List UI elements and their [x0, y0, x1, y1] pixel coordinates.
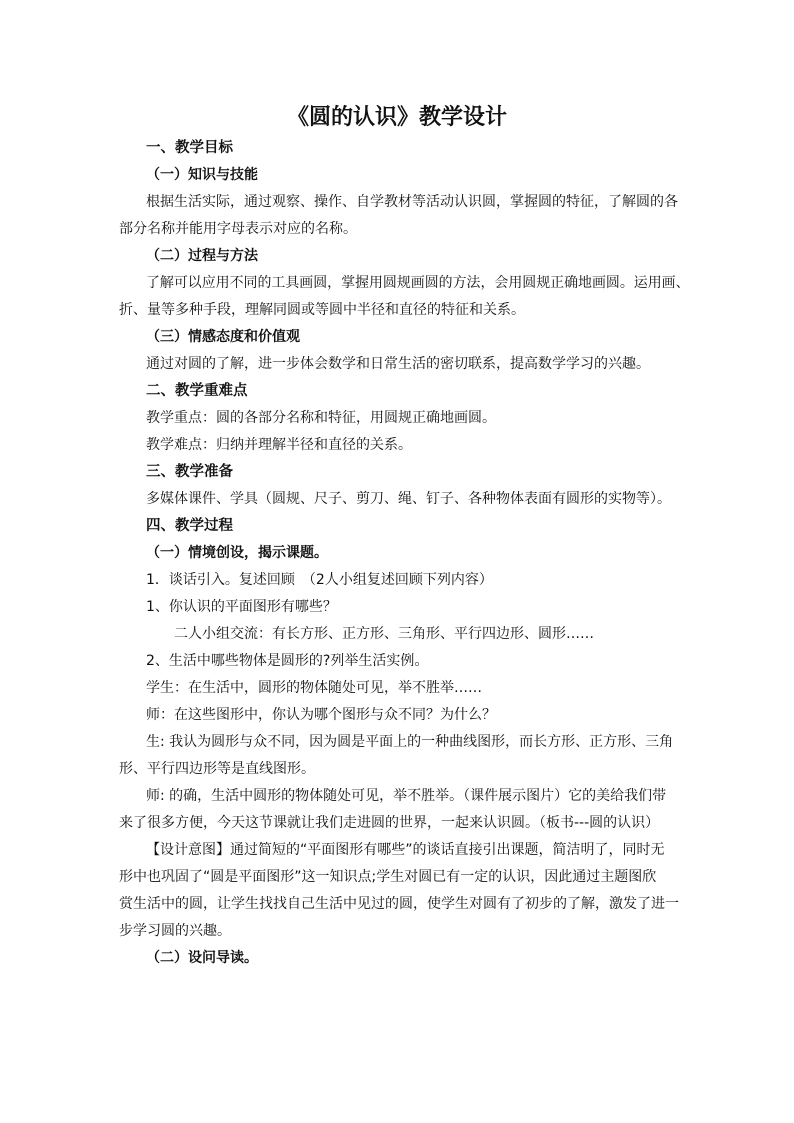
paragraph-line: 来了很多方便，今天这节课就让我们走进圆的世界，一起来认识圆。（板书---圆的认识）: [119, 815, 660, 831]
paragraph-line: 根据生活实际，通过观察、操作、自学教材等活动认识圆，掌握圆的特征，了解圆的各: [146, 194, 678, 210]
paragraph-line: 2、生活中哪些物体是圆形的?列举生活实例。: [146, 653, 429, 669]
section-heading-preparation: 三、教学准备: [146, 464, 233, 480]
paragraph-line: 1、你认识的平面图形有哪些？: [146, 599, 337, 615]
paragraph-line: 通过对圆的了解，进一步体会数学和日常生活的密切联系，提高数学学习的兴趣。: [146, 356, 650, 372]
subsection-heading-scenario: （一）情境创设，揭示课题。: [146, 545, 328, 561]
paragraph-line: 二人小组交流：有长方形、正方形、三角形、平行四边形、圆形……: [174, 626, 594, 642]
paragraph-line: 折、量等多种手段，理解同圆或等圆中半径和直径的特征和关系。: [119, 302, 525, 318]
section-heading-objectives: 一、教学目标: [146, 140, 233, 156]
paragraph-line: 教学难点：归纳并理解半径和直径的关系。: [146, 437, 412, 453]
paragraph-line: 学生：在生活中，圆形的物体随处可见，举不胜举……: [146, 680, 482, 696]
paragraph-line: 1．谈话引入。复述回顾 （2人小组复述回顾下列内容）: [146, 572, 493, 588]
paragraph-line: 了解可以应用不同的工具画圆，掌握用圆规画圆的方法，会用圆规正确地画圆。运用画、: [146, 275, 690, 291]
paragraph-line: 形、平行四边形等是直线图形。: [119, 761, 315, 777]
paragraph-line: 部分名称并能用字母表示对应的名称。: [119, 221, 357, 237]
paragraph-line: 师: 的确，生活中圆形的物体随处可见，举不胜举。（课件展示图片）它的美给我们带: [146, 788, 667, 804]
paragraph-line: 赏生活中的圆，让学生找找自己生活中见过的圆，使学生对圆有了初步的了解，激发了进一: [119, 896, 679, 912]
document-title: 《圆的认识》教学设计: [286, 104, 507, 130]
paragraph-line: 师：在这些图形中，你认为哪个图形与众不同？为什么？: [146, 707, 496, 723]
section-heading-key-points: 二、教学重难点: [146, 383, 248, 399]
paragraph-line: 步学习圆的兴趣。: [119, 923, 231, 939]
paragraph-line: 形中也巩固了“圆是平面图形”这一知识点;学生对圆已有一定的认识，因此通过主题图欣: [119, 869, 657, 885]
subsection-heading-attitude: （三）情感态度和价值观: [146, 329, 300, 345]
paragraph-line: 多媒体课件、学具（圆规、尺子、剪刀、绳、钉子、各种物体表面有圆形的实物等）。: [146, 491, 671, 507]
subsection-heading-process: （二）过程与方法: [146, 248, 258, 264]
paragraph-line: 【设计意图】通过简短的“平面图形有哪些”的谈话直接引出课题，简洁明了，同时无: [146, 842, 665, 858]
section-heading-process: 四、教学过程: [146, 518, 233, 534]
paragraph-line: 教学重点：圆的各部分名称和特征，用圆规正确地画圆。: [146, 410, 496, 426]
subsection-heading-knowledge: （一）知识与技能: [146, 167, 258, 183]
subsection-heading-guided-reading: （二）设问导读。: [146, 950, 258, 966]
paragraph-line: 生: 我认为圆形与众不同，因为圆是平面上的一种曲线图形，而长方形、正方形、三角: [146, 734, 674, 750]
